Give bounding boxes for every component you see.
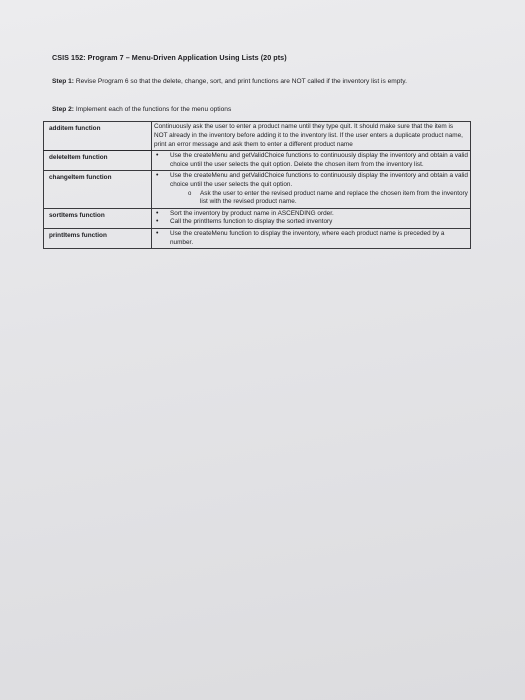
- assignment-title: CSIS 152: Program 7 – Menu-Driven Application Using Lists (20 pts): [52, 53, 287, 62]
- functions-table: [43, 121, 471, 249]
- function-description: [152, 122, 471, 151]
- function-name: printItems function: [44, 228, 152, 248]
- step-2-label: Step 2:: [52, 106, 74, 113]
- table-row-printitems: [44, 228, 471, 248]
- step-2: [52, 106, 231, 113]
- list-item: • Sort the inventory by product name in ASCENDING order.: [156, 209, 334, 217]
- sub-bullet-icon: o: [188, 190, 192, 197]
- step-1-label: Step 1:: [52, 78, 74, 85]
- bullet-icon: •: [156, 209, 159, 217]
- bullet-icon: •: [156, 218, 159, 226]
- table-row-deleteitem: [44, 150, 471, 170]
- step-2-text: Implement each of the functions for the menu options: [75, 106, 232, 113]
- bullet-icon: •: [156, 229, 159, 237]
- bullet-icon: •: [156, 171, 159, 179]
- function-name: deleteItem function: [44, 150, 152, 170]
- table-row-additem: [44, 122, 471, 151]
- function-name: changeItem function: [44, 170, 152, 208]
- function-description: [152, 208, 471, 228]
- step-1-text: Revise Program 6 so that the delete, change, sort, and print functions are NOT called if the inventory list is empty.: [75, 78, 407, 85]
- table-row-changeitem: [44, 170, 471, 208]
- function-name: additem function: [44, 122, 152, 151]
- function-description: [152, 150, 471, 170]
- step-1: [52, 76, 472, 87]
- function-description: [152, 228, 471, 248]
- list-item: • Use the createMenu function to display the inventory, where each product name is preceded by a number.: [156, 229, 445, 246]
- list-item: • Use the createMenu and getValidChoice functions to continuously display the inventory and obtain a valid choice until the user selects the quit option. Delete the chosen item from the inventory list.: [156, 151, 468, 168]
- table-row-sortitems: [44, 208, 471, 228]
- sub-list-item: o Ask the user to enter the revised product name and replace the chosen item from the inventory list with the revised product name.: [188, 189, 468, 206]
- list-item: • Use the createMenu and getValidChoice functions to continuously display the inventory and obtain a valid choice until the user selects the quit option.: [156, 171, 468, 188]
- list-item: • Call the printItems function to display the sorted inventory: [156, 218, 333, 226]
- bullet-icon: •: [156, 151, 159, 159]
- function-name: sortItems function: [44, 208, 152, 228]
- function-description: [152, 170, 471, 208]
- description-paragraph: Continuously ask the user to enter a product name until they type quit. It should make sure that the item is NOT already in the inventory before adding it to the inventory list. If the user enters a duplicate product name, print an error message and ask them to enter a different product name: [154, 123, 463, 148]
